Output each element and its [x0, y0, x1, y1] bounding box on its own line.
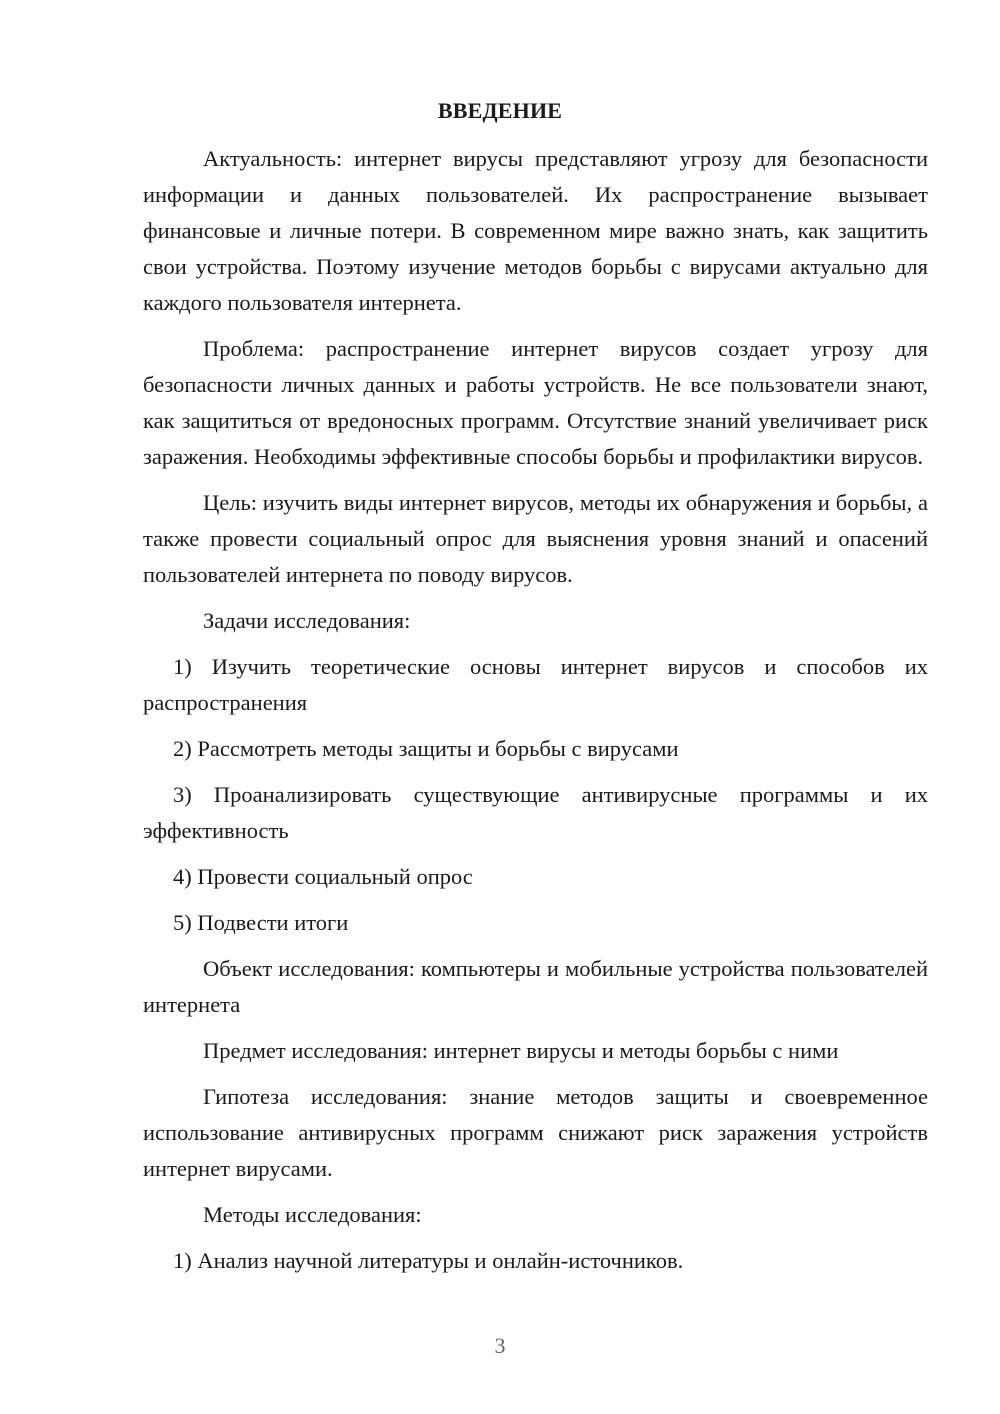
- task-item: 5) Подвести итоги: [173, 910, 349, 935]
- relevance-paragraph: Актуальность: интернет вирусы представляют угрозу для безопасности информации и данных пользователей. Их распространение вызывает финансовые и личные потери. В современном мире важно знать, как защитить свои устройства. Поэтому изучение методов борьбы с вирусами актуально для каждого пользователя интернета.: [143, 146, 928, 315]
- subject-paragraph: Предмет исследования: интернет вирусы и методы борьбы с ними: [203, 1038, 839, 1063]
- methods-heading: Методы исследования:: [203, 1202, 422, 1227]
- object-paragraph: Объект исследования: компьютеры и мобильные устройства пользователей интернета: [143, 956, 928, 1017]
- task-item: 2) Рассмотреть методы защиты и борьбы с вирусами: [173, 736, 679, 761]
- page-number: 3: [494, 1333, 506, 1358]
- task-item: 4) Провести социальный опрос: [173, 864, 473, 889]
- goal-paragraph: Цель: изучить виды интернет вирусов, методы их обнаружения и борьбы, а также провести социальный опрос для выяснения уровня знаний и опасений пользователей интернета по поводу вирусов.: [143, 490, 928, 587]
- task-item: 1) Изучить теоретические основы интернет вирусов и способов их распространения: [143, 654, 928, 715]
- task-item: 3) Проанализировать существующие антивирусные программы и их эффективность: [143, 782, 928, 843]
- document-body: [143, 141, 928, 1279]
- tasks-heading: Задачи исследования:: [203, 608, 411, 633]
- problem-paragraph: Проблема: распространение интернет вирусов создает угрозу для безопасности личных данных и работы устройств. Не все пользователи знают, как защититься от вредоносных программ. Отсутствие знаний увеличивает риск заражения. Необходимы эффективные способы борьбы и профилактики вирусов.: [143, 336, 928, 469]
- method-item: 1) Анализ научной литературы и онлайн-источников.: [173, 1248, 684, 1273]
- page-title: ВВЕДЕНИЕ: [437, 98, 563, 123]
- hypothesis-paragraph: Гипотеза исследования: знание методов защиты и своевременное использование антивирусных программ снижают риск заражения устройств интернет вирусами.: [143, 1084, 928, 1181]
